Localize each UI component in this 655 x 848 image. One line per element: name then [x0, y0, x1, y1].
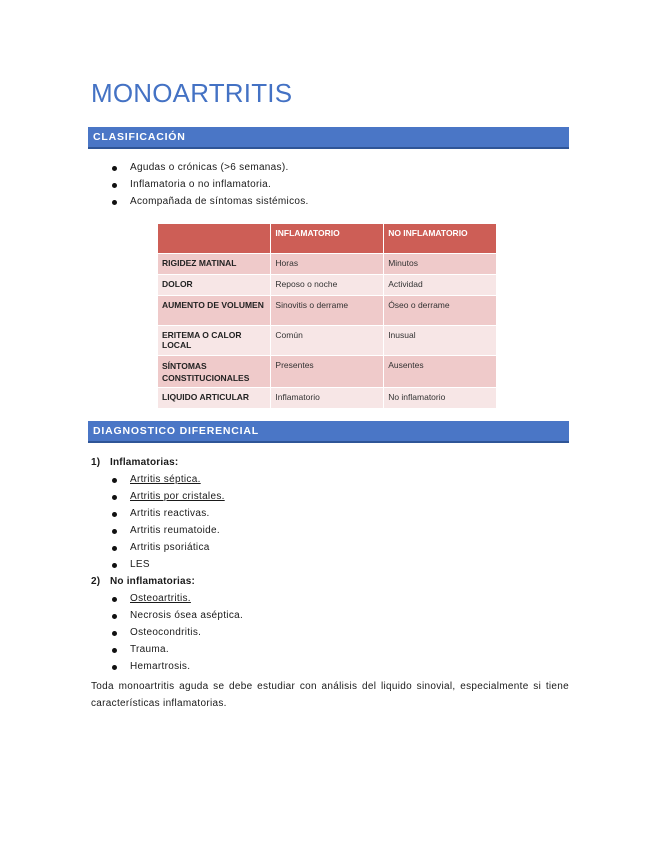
table-cell: Reposo o noche — [271, 274, 384, 295]
table-cell: Óseo o derrame — [384, 295, 497, 325]
table-row — [158, 387, 497, 408]
list-item: Inflamatoria o no inflamatoria. — [130, 179, 272, 190]
bullet-icon — [112, 495, 117, 500]
table-row — [158, 355, 497, 387]
list-item: Agudas o crónicas (>6 semanas). — [130, 162, 289, 173]
bullet-icon — [112, 512, 117, 517]
bullet-icon — [112, 631, 117, 636]
table-row — [158, 325, 497, 355]
table-cell: Inusual — [384, 325, 497, 355]
table-cell: Presentes — [271, 355, 384, 387]
group-heading: No inflamatorias: — [110, 576, 196, 587]
list-item: LES — [130, 559, 150, 570]
list-item: Hemartrosis. — [130, 661, 191, 672]
section-header-label: DIAGNOSTICO DIFERENCIAL — [93, 425, 259, 437]
page-title: MONOARTRITIS — [91, 78, 293, 108]
table-row-header: AUMENTO DE VOLUMEN — [158, 295, 271, 325]
table-header-cell — [158, 224, 271, 253]
table-row — [158, 295, 497, 325]
list-item: Artritis psoriática — [130, 542, 210, 553]
table-row-header: SÍNTOMAS CONSTITUCIONALES — [158, 355, 271, 387]
section-header-diagnostico — [88, 421, 569, 443]
bullet-icon — [112, 665, 117, 670]
table-header-row — [158, 224, 497, 253]
table-cell: Inflamatorio — [271, 387, 384, 408]
section-header-clasificacion — [88, 127, 569, 149]
list-number: 2) — [91, 576, 101, 587]
table-cell: Actividad — [384, 274, 497, 295]
table-row — [158, 274, 497, 295]
list-item: Acompañada de síntomas sistémicos. — [130, 196, 309, 207]
bullet-icon — [112, 200, 117, 205]
comparison-table — [158, 224, 497, 409]
bullet-icon — [112, 546, 117, 551]
bullet-icon — [112, 529, 117, 534]
table-row — [158, 253, 497, 274]
table-row-header: DOLOR — [158, 274, 271, 295]
table-cell: Minutos — [384, 253, 497, 274]
bullet-icon — [112, 166, 117, 171]
list-item: Artritis reactivas. — [130, 508, 210, 519]
table-header-cell: NO INFLAMATORIO — [384, 224, 497, 253]
bullet-icon — [112, 597, 117, 602]
list-item-underlined: Osteoartritis. — [130, 593, 191, 604]
table-row-header: RIGIDEZ MATINAL — [158, 253, 271, 274]
list-item: Artritis séptica. — [130, 474, 201, 485]
list-item — [130, 593, 191, 604]
list-item — [130, 491, 225, 502]
table-header-cell: INFLAMATORIO — [271, 224, 384, 253]
table-cell: Común — [271, 325, 384, 355]
list-item: Artritis reumatoide. — [130, 525, 220, 536]
table-cell: Ausentes — [384, 355, 497, 387]
list-item: Necrosis ósea aséptica. — [130, 610, 244, 621]
list-item: Trauma. — [130, 644, 169, 655]
bullet-icon — [112, 648, 117, 653]
list-item: Osteocondritis. — [130, 627, 202, 638]
bullet-icon — [112, 478, 117, 483]
bullet-icon — [112, 183, 117, 188]
group-heading: Inflamatorias: — [110, 457, 179, 468]
table-row-header: LIQUIDO ARTICULAR — [158, 387, 271, 408]
bullet-icon — [112, 614, 117, 619]
list-number: 1) — [91, 457, 101, 468]
bullet-icon — [112, 563, 117, 568]
table-cell: Horas — [271, 253, 384, 274]
conclusion-paragraph: Toda monoartritis aguda se debe estudiar con análisis del liquido sinovial, especialmente si tiene características inflamatorias. — [91, 681, 569, 709]
table-cell: Sinovitis o derrame — [271, 295, 384, 325]
section-header-label: CLASIFICACIÓN — [93, 131, 186, 143]
list-item-underlined: Artritis por cristales. — [130, 491, 225, 502]
table-row-header: ERITEMA O CALOR LOCAL — [158, 325, 271, 355]
table-cell: No inflamatorio — [384, 387, 497, 408]
